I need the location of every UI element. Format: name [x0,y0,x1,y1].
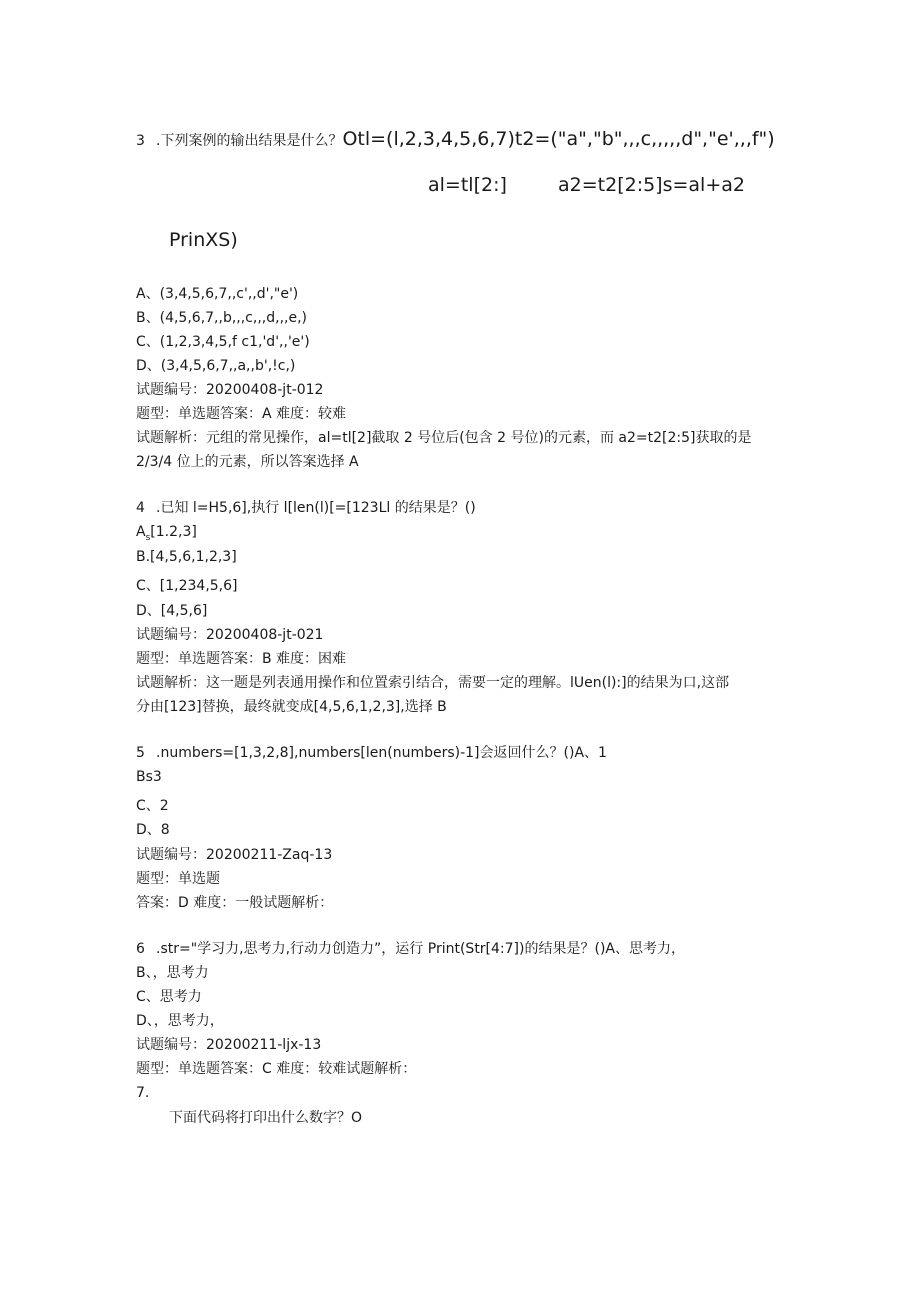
q4-number: 4 [136,500,145,516]
q4-option-d: D、[4,5,6] [136,603,208,619]
q3-option-a: A、(3,4,5,6,7,,c',,d',"e') [136,286,299,302]
q4-title [136,498,476,518]
q3-number: 3 [136,133,145,149]
q5-answer: 答案：D 难度：一般试题解析： [136,895,334,911]
q5-id: 试题编号：20200211-Zaq-13 [136,847,333,863]
q5-option-b: Bs3 [136,769,162,785]
q4-option-c: C、[1,234,5,6] [136,578,238,594]
q6-option-c: C、思考力 [136,989,202,1005]
q3-code-line-a: al=tl[2:] [428,174,507,196]
q4-analysis-1: 试题解析：这一题是列表通用操作和位置索引结合，需要一定的理解。lUen(l):]的结果为口,这部 [136,675,730,691]
q4-option-a-sub: s [145,532,151,543]
q3-code-line-b: a2=t2[2:5]s=al+a2 [558,174,745,196]
q4-type: 题型：单选题答案：B 难度：困难 [136,651,347,667]
q7-number: 7. [136,1085,150,1101]
q3-analysis-1: 试题解析：元组的常见操作，al=tl[2]截取 2 号位后(包含 2 号位)的元素，而 a2=t2[2:5]获取的是 [136,430,752,446]
q7-title: 下面代码将打印出什么数字？O [169,1110,363,1126]
q4-option-a-prefix: A [136,524,146,540]
q4-analysis-2: 分由[123]替换，最终就变成[4,5,6,1,2,3],选择 B [136,699,447,715]
q4-id: 试题编号：20200408-jt-021 [136,627,324,643]
q6-title [136,939,685,959]
q3-title-code: Otl=(l,2,3,4,5,6,7)t2=("a","b",,,c,,,,,d","e',,,f") [342,128,775,150]
q5-title-text: .numbers=[1,3,2,8],numbers[len(numbers)-1]会返回什么？()A、1 [156,745,607,761]
q5-type: 题型：单选题 [136,871,220,887]
q3-type: 题型：单选题答案：A 难度：较难 [136,406,347,422]
q6-title-text: .str="学习力,思考力,行动力创造力”，运行 Print(Str[4:7])的结果是？()A、思考力， [156,941,685,957]
q4-option-a-text: [1.2,3] [150,524,197,540]
q5-option-c: C、2 [136,798,169,814]
q3-id: 试题编号：20200408-jt-012 [136,382,324,398]
q3-title-text: .下列案例的输出结果是什么？ [156,133,343,149]
q3-title [136,126,775,154]
q3-analysis-2: 2/3/4 位上的元素，所以答案选择 A [136,454,359,470]
q6-type: 题型：单选题答案：C 难度：较难试题解析： [136,1061,417,1077]
q3-option-c: C、(1,2,3,4,5,f c1,'d',,'e') [136,334,310,350]
q3-option-b: B、(4,5,6,7,,b,,,c,,,d,,,e,) [136,310,307,326]
q4-title-text: .已知 l=H5,6],执行 l[len(l)[=[123Ll 的结果是？() [156,500,476,516]
q6-id: 试题编号：20200211-ljx-13 [136,1037,322,1053]
q5-title [136,743,607,763]
q6-number: 6 [136,941,145,957]
q3-code-line-print: PrinXS) [169,229,238,251]
q3-option-d: D、(3,4,5,6,7,,a,,b',!c,) [136,358,296,374]
q5-number: 5 [136,745,145,761]
q6-option-b: B、，思考力 [136,965,209,981]
q4-option-a [136,522,197,548]
q4-option-b: B.[4,5,6,1,2,3] [136,549,237,565]
q6-option-d: D、，思考力， [136,1013,224,1029]
q5-option-d: D、8 [136,822,170,838]
